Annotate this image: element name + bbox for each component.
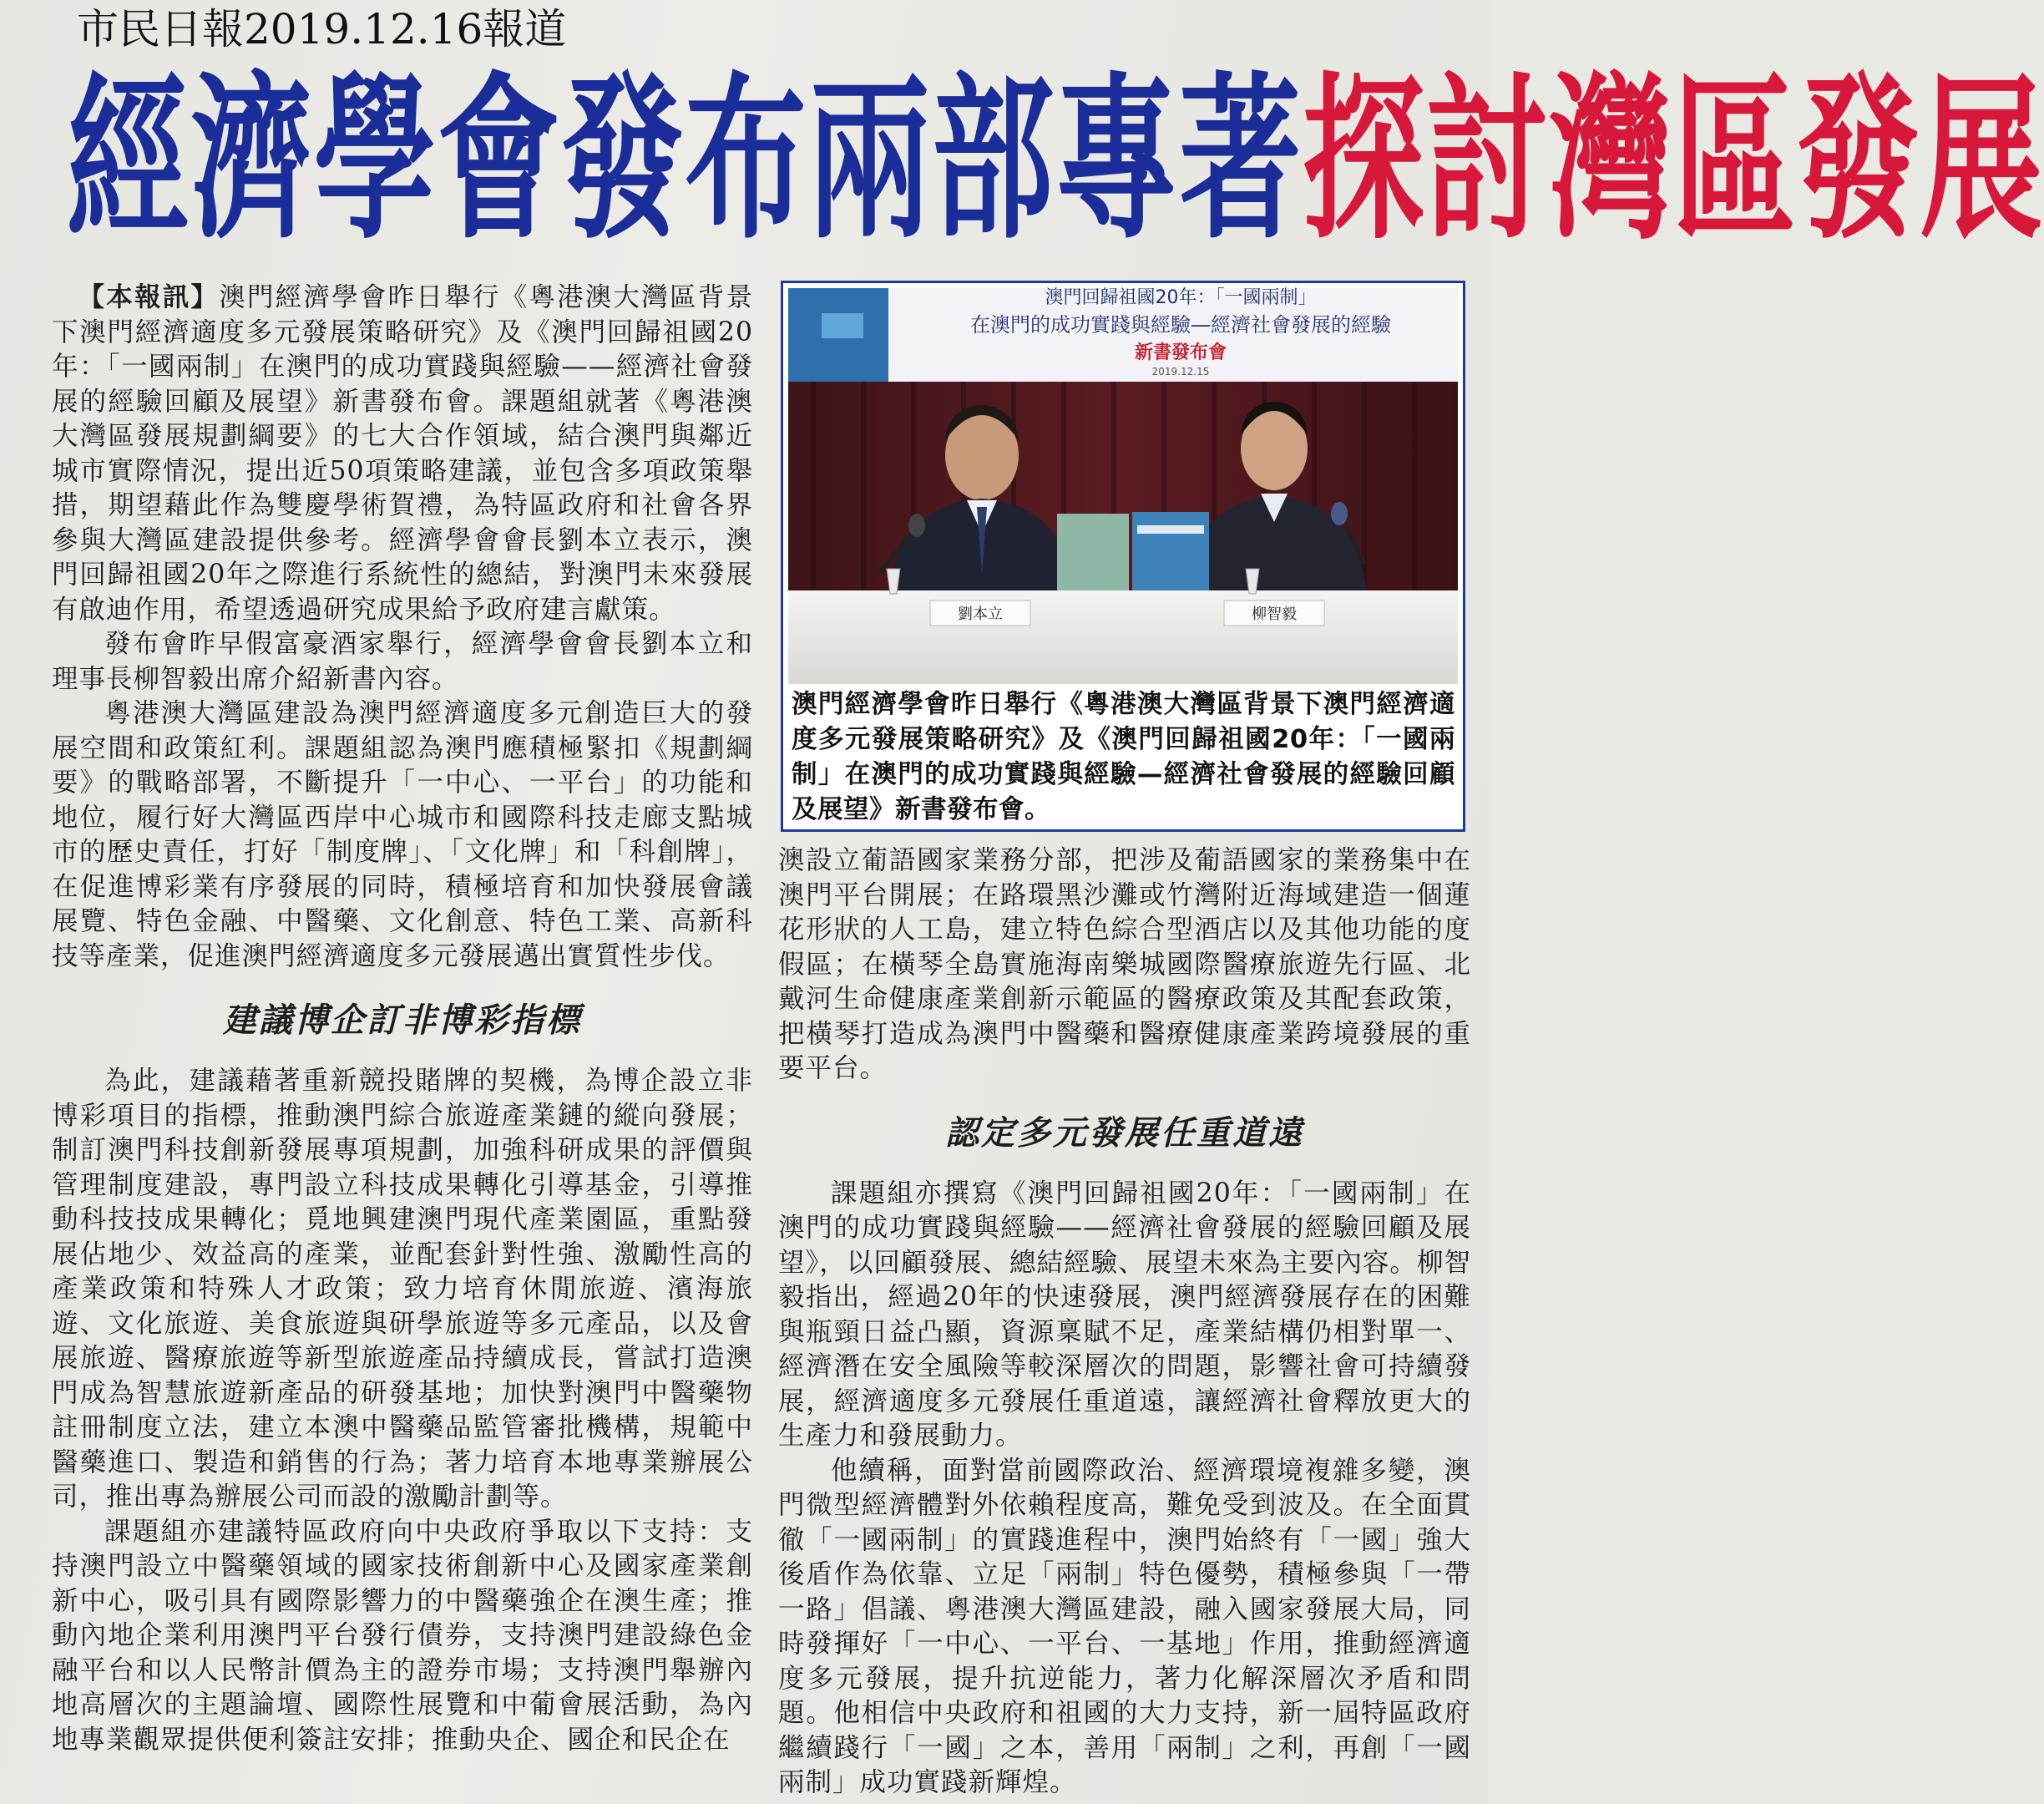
name-card-right: 柳智毅 [1252, 606, 1297, 623]
name-card-left: 劉本立 [958, 606, 1003, 623]
right-paragraph-3: 他續稱，面對當前國際政治、經濟環境複雜多變，澳門微型經濟體對外依賴程度高，難免受到波及。在全面貫徹「一國兩制」的實踐進程中，澳門始終有「一國」強大後盾作為依靠、立足「兩制」特色優勢，積極參與「一帶一路」倡議、粵港澳大灣區建設，融入國家發展大局，同時發揮好「一中心、一平台、一基地」作用，推動經濟適度多元發展，提升抗逆能力，著力化解深層次矛盾和問題。他相信中央政府和祖國的大力支持，新一屆特區政府繼續踐行「一國」之本，善用「兩制」之利，再創「一國兩制」成功實踐新輝煌。 [778, 1455, 1471, 1797]
source-note: 市民日報2019.12.16報道 [77, 5, 567, 53]
right-subhead: 認定多元發展任重道遠 [945, 1113, 1304, 1153]
left-paragraph-5: 課題組亦建議特區政府向中央政府爭取以下支持：支持澳門設立中醫藥領域的國家技術創新中心及國家產業創新中心，吸引具有國際影響力的中醫藥強企在澳生產；推動內地企業利用澳門平台發行債券，支持澳門建設綠色金融平台和以人民幣計價為主的證券市場；支持澳門舉辦內地高層次的主題論壇、國際性展覽和中葡會展活動，為內地專業觀眾提供便利簽註安排；推動央企、國企和民企在 [52, 1516, 753, 1755]
press-conference-photo [788, 288, 1458, 684]
right-column [778, 844, 1471, 1801]
photo-frame [781, 281, 1465, 832]
report-tag: 【本報訊】 [78, 282, 220, 312]
banner-line-2: 在澳門的成功實踐與經驗—經濟社會發展的經驗 [970, 313, 1391, 337]
left-paragraph-1-text: 澳門經濟學會昨日舉行《粵港澳大灣區背景下澳門經濟適度多元發展策略研究》及《澳門回歸祖國20年：「一國兩制」在澳門的成功實踐與經驗——經濟社會發展的經驗回顧及展望》新書發布會。課題組就著《粵港澳大灣區發展規劃綱要》的七大合作領域，結合澳門與鄰近城市實際情況，提出近50項策略建議，並包含多項政策舉措，期望藉此作為雙慶學術賀禮，為特區政府和社會各界參與大灣區建設提供參考。經濟學會會長劉本立表示，澳門回歸祖國20年之際進行系統性的總結，對澳門未來發展有啟迪作用，希望透過研究成果給予政府建言獻策。 [52, 282, 753, 625]
left-paragraph-4: 為此，建議藉著重新競投賭牌的契機，為博企設立非博彩項目的指標，推動澳門綜合旅遊產業鏈的縱向發展；制訂澳門科技創新發展專項規劃，加強科研成果的評價與管理制度建設，專門設立科技成果轉化引導基金，引導推動科技技成果轉化；覓地興建澳門現代產業園區，重點發展佔地少、效益高的產業，並配套針對性強、激勵性高的產業政策和特殊人才政策；致力培育休閒旅遊、濱海旅遊、文化旅遊、美食旅遊與研學旅遊等多元產品，以及會展旅遊、醫療旅遊等新型旅遊產品持續成長，嘗試打造澳門成為智慧旅遊新產品的研發基地；加快對澳門中醫藥物註冊制度立法，建立本澳中醫藥品監管審批機構，規範中醫藥進口、製造和銷售的行為；著力培育本地專業辦展公司，推出專為辦展公司而設的激勵計劃等。 [52, 1066, 753, 1512]
left-paragraph-3: 粵港澳大灣區建設為澳門經濟適度多元創造巨大的發展空間和政策紅利。課題組認為澳門應積極緊扣《規劃綱要》的戰略部署，不斷提升「一中心、一平台」的功能和地位，履行好大灣區西岸中心城市和國際科技走廊支點城市的歷史責任，打好「制度牌」、「文化牌」和「科創牌」，在促進博彩業有序發展的同時，積極培育和加快發展會議展覽、特色金融、中醫藥、文化創意、特色工業、高新科技等產業，促進澳門經濟適度多元發展邁出實質性步伐。 [52, 698, 753, 971]
left-paragraph-1 [52, 281, 753, 627]
headline [67, 52, 2044, 269]
left-paragraph-2: 發布會昨早假富豪酒家舉行，經濟學會會長劉本立和理事長柳智毅出席介紹新書內容。 [52, 629, 753, 694]
headline-part1: 經濟學會發布兩部專著 [67, 57, 1303, 264]
headline-part2: 探討灣區發展 [1303, 57, 2044, 264]
banner-date: 2019.12.15 [1151, 366, 1210, 378]
right-paragraph-1: 澳設立葡語國家業務分部，把涉及葡語國家的業務集中在澳門平台開展；在路環黑沙灘或竹灣附近海域建造一個蓮花形狀的人工島，建立特色綜合型酒店以及其他功能的度假區；在橫琴全島實施海南樂城國際醫療旅遊先行區、北戴河生命健康產業創新示範區的醫療政策及其配套政策，把橫琴打造成為澳門中醫藥和醫療健康產業跨境發展的重要平台。 [778, 845, 1471, 1083]
left-subhead: 建議博企訂非博彩指標 [223, 1001, 582, 1040]
photo-caption: 澳門經濟學會昨日舉行《粵港澳大灣區背景下澳門經濟適度多元發展策略研究》及《澳門回歸祖國20年：「一國兩制」在澳門的成功實踐與經驗—經濟社會發展的經驗回顧及展望》新書發布會。 [792, 690, 1455, 824]
left-column [52, 281, 753, 1757]
banner-line-3: 新書發布會 [1134, 342, 1227, 363]
banner-line-1: 澳門回歸祖國20年：「一國兩制」 [1045, 287, 1317, 308]
right-paragraph-2: 課題組亦撰寫《澳門回歸祖國20年：「一國兩制」在澳門的成功實踐與經驗——經濟社會發展的經驗回顧及展望》，以回顧發展、總結經驗、展望未來為主要內容。柳智毅指出，經過20年的快速發展，澳門經濟發展存在的困難與瓶頸日益凸顯，資源稟賦不足，產業結構仍相對單一、經濟潛在安全風險等較深層次的問題，影響社會可持續發展，經濟適度多元發展任重道遠，讓經濟社會釋放更大的生產力和發展動力。 [778, 1178, 1471, 1451]
